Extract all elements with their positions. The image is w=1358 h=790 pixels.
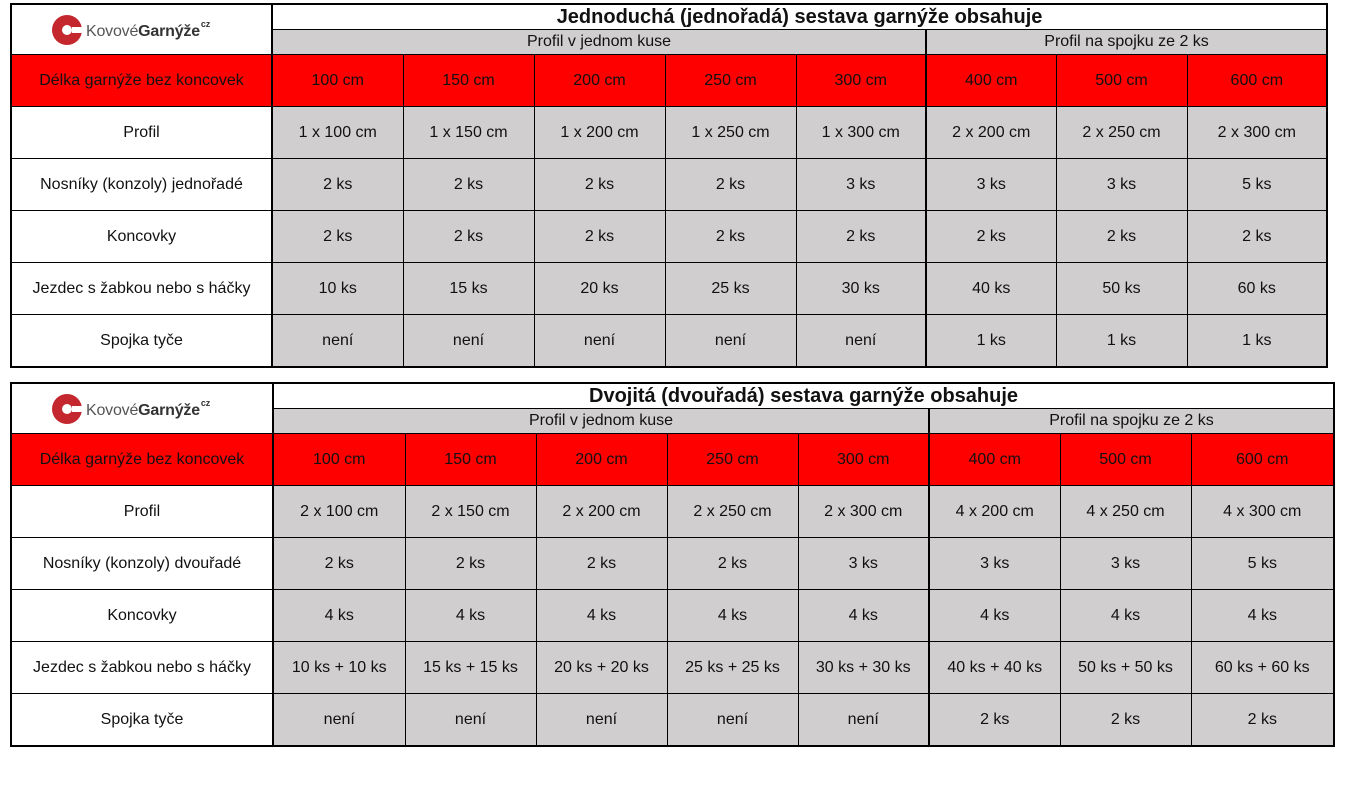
row-label: Jezdec s žabkou nebo s háčky <box>11 263 272 315</box>
value-cell: 2 x 250 cm <box>667 486 798 538</box>
value-cell: 2 ks <box>272 211 403 263</box>
value-cell: 2 ks <box>926 211 1056 263</box>
value-cell: 1 ks <box>1187 315 1327 368</box>
length-header-cell: 100 cm <box>273 434 405 486</box>
value-cell: 5 ks <box>1191 538 1334 590</box>
value-cell: 2 ks <box>403 159 534 211</box>
value-cell: není <box>273 694 405 747</box>
length-header-cell: 150 cm <box>405 434 536 486</box>
value-cell: 2 ks <box>536 538 667 590</box>
row-label: Nosníky (konzoly) dvouřadé <box>11 538 273 590</box>
length-header-label: Délka garnýže bez koncovek <box>11 55 272 107</box>
row-label: Spojka tyče <box>11 694 273 747</box>
value-cell: 2 ks <box>1060 694 1191 747</box>
value-cell: 2 x 300 cm <box>1187 107 1327 159</box>
value-cell: 4 ks <box>405 590 536 642</box>
table-row <box>11 263 1327 315</box>
group-header-joined: Profil na spojku ze 2 ks <box>929 409 1334 434</box>
length-header-cell: 500 cm <box>1060 434 1191 486</box>
row-label: Koncovky <box>11 211 272 263</box>
length-header-cell: 200 cm <box>536 434 667 486</box>
value-cell: 2 ks <box>534 159 665 211</box>
value-cell: 3 ks <box>1060 538 1191 590</box>
length-header-cell: 250 cm <box>667 434 798 486</box>
value-cell: 2 x 300 cm <box>798 486 929 538</box>
row-label: Profil <box>11 486 273 538</box>
value-cell: 25 ks + 25 ks <box>667 642 798 694</box>
length-header-row <box>11 434 1334 486</box>
value-cell: není <box>667 694 798 747</box>
length-header-cell: 250 cm <box>665 55 796 107</box>
length-header-cell: 400 cm <box>929 434 1060 486</box>
length-header-cell: 400 cm <box>926 55 1056 107</box>
value-cell: 1 x 150 cm <box>403 107 534 159</box>
value-cell: 30 ks + 30 ks <box>798 642 929 694</box>
length-header-cell: 100 cm <box>272 55 403 107</box>
value-cell: 1 x 300 cm <box>796 107 926 159</box>
value-cell: není <box>798 694 929 747</box>
value-cell: 1 ks <box>926 315 1056 368</box>
value-cell: 2 ks <box>796 211 926 263</box>
value-cell: 2 x 150 cm <box>405 486 536 538</box>
table-row <box>11 694 1334 747</box>
value-cell: 2 ks <box>272 159 403 211</box>
value-cell: 2 ks <box>273 538 405 590</box>
value-cell: 3 ks <box>796 159 926 211</box>
value-cell: 2 x 200 cm <box>926 107 1056 159</box>
table-row <box>11 590 1334 642</box>
table-row <box>11 159 1327 211</box>
value-cell: 1 x 100 cm <box>272 107 403 159</box>
value-cell: 60 ks + 60 ks <box>1191 642 1334 694</box>
value-cell: 4 ks <box>1060 590 1191 642</box>
value-cell: 2 x 100 cm <box>273 486 405 538</box>
table-row <box>11 315 1327 368</box>
length-header-cell: 300 cm <box>798 434 929 486</box>
value-cell: 50 ks <box>1056 263 1187 315</box>
table-row <box>11 486 1334 538</box>
value-cell: není <box>536 694 667 747</box>
value-cell: není <box>403 315 534 368</box>
value-cell: 2 x 250 cm <box>1056 107 1187 159</box>
value-cell: 4 ks <box>929 590 1060 642</box>
row-label: Spojka tyče <box>11 315 272 368</box>
value-cell: 2 x 200 cm <box>536 486 667 538</box>
row-label: Profil <box>11 107 272 159</box>
value-cell: 3 ks <box>929 538 1060 590</box>
brand-wordmark: KovovéGarnýže$^{cz}$ <box>86 397 211 419</box>
value-cell: 4 x 250 cm <box>1060 486 1191 538</box>
value-cell: 40 ks + 40 ks <box>929 642 1060 694</box>
value-cell: 2 ks <box>665 159 796 211</box>
table-row <box>11 211 1327 263</box>
table-row <box>11 107 1327 159</box>
length-header-cell: 300 cm <box>796 55 926 107</box>
value-cell: 2 ks <box>1056 211 1187 263</box>
length-header-cell: 150 cm <box>403 55 534 107</box>
value-cell: 30 ks <box>796 263 926 315</box>
length-header-cell: 500 cm <box>1056 55 1187 107</box>
value-cell: 50 ks + 50 ks <box>1060 642 1191 694</box>
brand-logo <box>11 4 272 55</box>
length-header-cell: 200 cm <box>534 55 665 107</box>
value-cell: není <box>665 315 796 368</box>
value-cell: 1 x 200 cm <box>534 107 665 159</box>
double-rail-set-table <box>10 382 1335 747</box>
table-title: Dvojitá (dvouřadá) sestava garnýže obsahuje <box>273 383 1334 409</box>
value-cell: 4 ks <box>536 590 667 642</box>
value-cell: 4 ks <box>798 590 929 642</box>
value-cell: 4 ks <box>667 590 798 642</box>
group-header-single-piece: Profil v jednom kuse <box>273 409 929 434</box>
value-cell: 25 ks <box>665 263 796 315</box>
row-label: Nosníky (konzoly) jednořadé <box>11 159 272 211</box>
c-circle-logo-icon <box>52 394 82 424</box>
c-circle-logo-icon <box>52 15 82 45</box>
group-header-single-piece: Profil v jednom kuse <box>272 30 926 55</box>
value-cell: 2 ks <box>1191 694 1334 747</box>
value-cell: 4 x 300 cm <box>1191 486 1334 538</box>
value-cell: 2 ks <box>929 694 1060 747</box>
brand-logo <box>11 383 273 434</box>
value-cell: není <box>796 315 926 368</box>
value-cell: není <box>272 315 403 368</box>
value-cell: 2 ks <box>1187 211 1327 263</box>
value-cell: 10 ks + 10 ks <box>273 642 405 694</box>
value-cell: 4 x 200 cm <box>929 486 1060 538</box>
value-cell: 3 ks <box>926 159 1056 211</box>
value-cell: 2 ks <box>667 538 798 590</box>
single-rail-set-table <box>10 3 1328 368</box>
value-cell: 3 ks <box>798 538 929 590</box>
value-cell: 3 ks <box>1056 159 1187 211</box>
value-cell: 20 ks + 20 ks <box>536 642 667 694</box>
value-cell: 2 ks <box>403 211 534 263</box>
table-title: Jednoduchá (jednořadá) sestava garnýže obsahuje <box>272 4 1327 30</box>
value-cell: není <box>405 694 536 747</box>
value-cell: 40 ks <box>926 263 1056 315</box>
row-label: Koncovky <box>11 590 273 642</box>
table-row <box>11 642 1334 694</box>
value-cell: 15 ks <box>403 263 534 315</box>
value-cell: 5 ks <box>1187 159 1327 211</box>
length-header-cell: 600 cm <box>1191 434 1334 486</box>
value-cell: 1 x 250 cm <box>665 107 796 159</box>
group-header-joined: Profil na spojku ze 2 ks <box>926 30 1327 55</box>
value-cell: 4 ks <box>273 590 405 642</box>
value-cell: 2 ks <box>405 538 536 590</box>
brand-wordmark: KovovéGarnýže$^{cz}$ <box>86 18 211 40</box>
value-cell: 1 ks <box>1056 315 1187 368</box>
value-cell: 60 ks <box>1187 263 1327 315</box>
row-label: Jezdec s žabkou nebo s háčky <box>11 642 273 694</box>
length-header-row <box>11 55 1327 107</box>
table-row <box>11 538 1334 590</box>
length-header-label: Délka garnýže bez koncovek <box>11 434 273 486</box>
value-cell: 20 ks <box>534 263 665 315</box>
length-header-cell: 600 cm <box>1187 55 1327 107</box>
value-cell: 15 ks + 15 ks <box>405 642 536 694</box>
value-cell: 4 ks <box>1191 590 1334 642</box>
value-cell: není <box>534 315 665 368</box>
value-cell: 2 ks <box>534 211 665 263</box>
value-cell: 10 ks <box>272 263 403 315</box>
value-cell: 2 ks <box>665 211 796 263</box>
